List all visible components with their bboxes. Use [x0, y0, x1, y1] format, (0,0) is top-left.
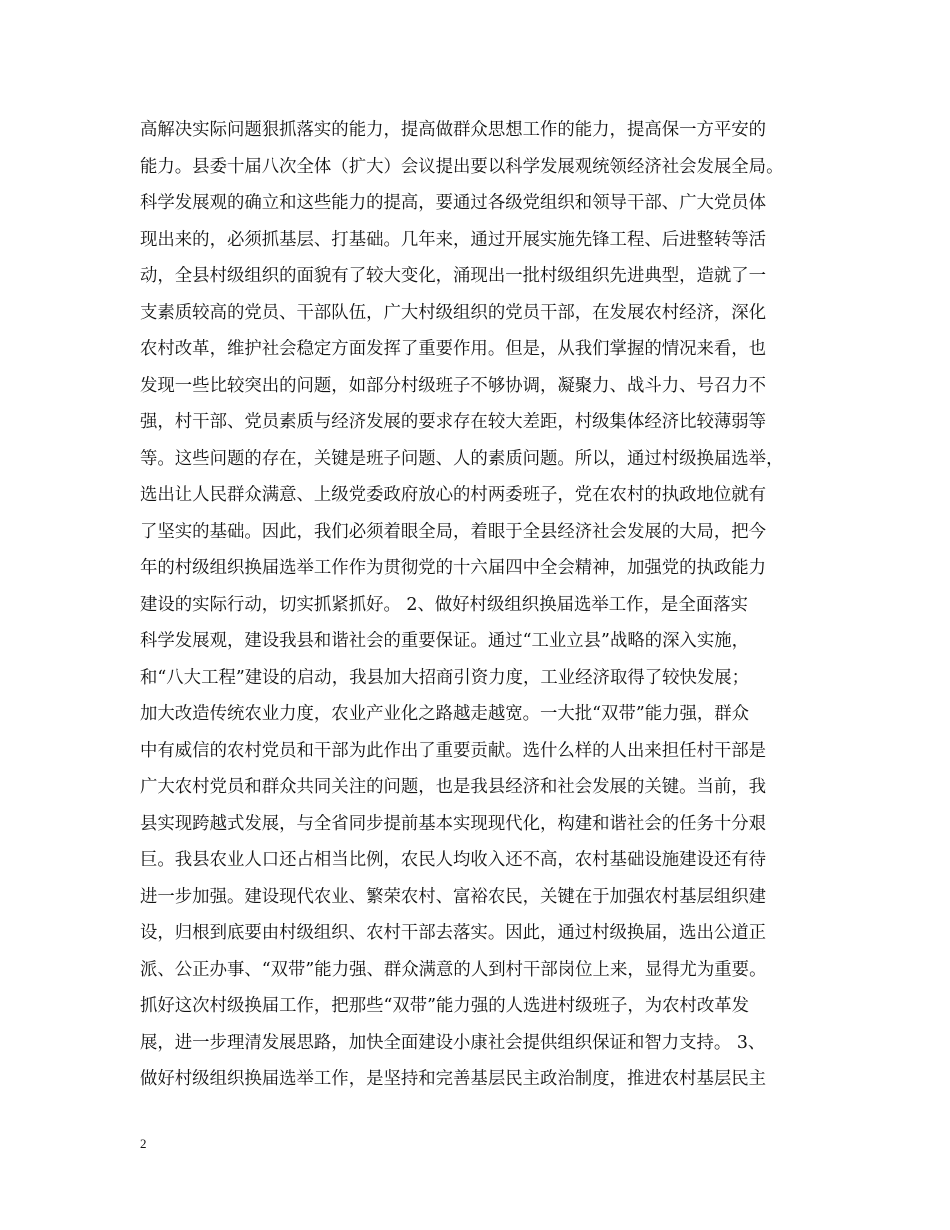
text-line: 抓好这次村级换届工作，把那些“双带”能力强的人选进村级班子，为农村改革发 [140, 996, 750, 1016]
text-line: 能力。县委十届八次全体（扩大）会议提出要以科学发展观统领经济社会发展全局。 [140, 156, 784, 177]
page-number: 2 [140, 1136, 147, 1151]
body-text [140, 112, 830, 1098]
text-line: 进一步加强。建设现代农业、繁荣农村、富裕农民，关键在于加强农村基层组织建 [140, 886, 767, 907]
text-line: 科学发展观的确立和这些能力的提高，要通过各级党组织和领导干部、广大党员体 [140, 193, 767, 213]
text-line: 动，全县村级组织的面貌有了较大变化，涌现出一批村级组织先进典型，造就了一 [140, 266, 767, 286]
text-line: 巨。我县农业人口还占相当比例，农民人均收入还不高，农村基础设施建设还有待 [140, 850, 767, 870]
text-line: 县实现跨越式发展，与全省同步提前基本实现现代化，构建和谐社会的任务十分艰 [140, 813, 767, 834]
text-line: 发现一些比较突出的问题，如部分村级班子不够协调，凝聚力、战斗力、号召力不 [140, 375, 767, 396]
text-line: 高解决实际问题狠抓落实的能力，提高做群众思想工作的能力，提高保一方平安的 [140, 120, 767, 140]
text-line: 设，归根到底要由村级组织、农村干部去落实。因此，通过村级换届，选出公道正 [140, 923, 767, 943]
text-line: 展，进一步理清发展思路，加快全面建设小康社会提供组织保证和智力支持。 3、 [140, 1032, 766, 1053]
text-line: 选出让人民群众满意、上级党委政府放心的村两委班子，党在农村的执政地位就有 [140, 485, 767, 505]
text-line: 支素质较高的党员、干部队伍，广大村级组织的党员干部，在发展农村经济，深化 [140, 302, 767, 323]
text-line: 做好村级组织换届选举工作，是坚持和完善基层民主政治制度，推进农村基层民主 [140, 1069, 767, 1089]
text-line: 现出来的，必须抓基层、打基础。几年来，通过开展实施先锋工程、后进整转等活 [140, 229, 767, 250]
text-line: 广大农村党员和群众共同关注的问题，也是我县经济和社会发展的关键。当前，我 [140, 777, 767, 797]
text-line: 等。这些问题的存在，关键是班子问题、人的素质问题。所以，通过村级换届选举， [140, 448, 784, 469]
text-line: 建设的实际行动，切实抓紧抓好。 2、做好村级组织换届选举工作，是全面落实 [140, 594, 748, 615]
text-line: 了坚实的基础。因此，我们必须着眼全局，着眼于全县经济社会发展的大局，把今 [140, 521, 767, 542]
text-line: 中有威信的农村党员和干部为此作出了重要贡献。选什么样的人出来担任村干部是 [140, 740, 767, 761]
text-line: 派、公正办事、“双带”能力强、群众满意的人到村干部岗位上来，显得尤为重要。 [140, 959, 767, 980]
text-line: 强，村干部、党员素质与经济发展的要求存在较大差距，村级集体经济比较薄弱等 [140, 412, 767, 432]
text-line: 加大改造传统农业力度，农业产业化之路越走越宽。一大批“双带”能力强，群众 [140, 704, 750, 724]
text-line: 农村改革，维护社会稳定方面发挥了重要作用。但是，从我们掌握的情况来看，也 [140, 339, 767, 359]
text-line: 科学发展观，建设我县和谐社会的重要保证。通过“工业立县”战略的深入实施， [140, 631, 750, 651]
text-line: 年的村级组织换届选举工作作为贯彻党的十六届四中全会精神，加强党的执政能力 [140, 558, 767, 578]
text-line: 和“八大工程”建设的启动，我县加大招商引资力度，工业经济取得了较快发展； [140, 667, 750, 688]
